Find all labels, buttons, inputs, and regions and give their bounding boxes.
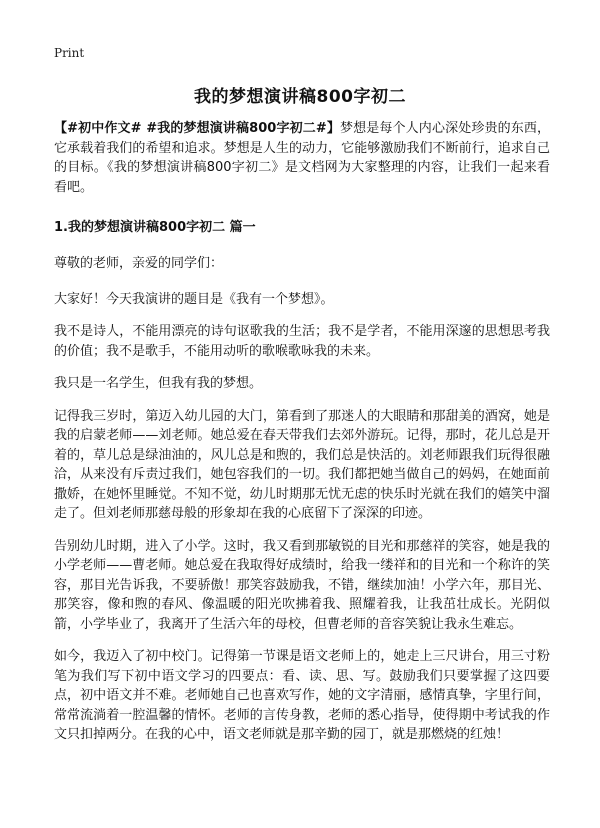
intro-text: 梦想是每个人内心深处珍贵的东西，它承载着我们的希望和追求。梦想是人生的动力，它能够激励我们不断前行，追求自己的目标。《我的梦想演讲稿800字初二》是文档网为大家整理的内容，让我们一起来看看吧。 <box>54 121 550 195</box>
intro-tag: 【#初中作文# #我的梦想演讲稿800字初二#】 <box>54 121 341 136</box>
body-paragraph-kindergarten: 记得我三岁时，第迈入幼儿园的大门，第看到了那迷人的大眼睛和那甜美的酒窝，她是我的启蒙老师——刘老师。她总爱在春天带我们去郊外游玩。记得，那时，花儿总是开着的，草儿总是绿油油的，风儿总是和煦的，我们总是快活的。刘老师跟我们玩得很融洽，从来没有斥责过我们，她包容我们的一切。我们都把她当做自己的妈妈，在她面前撒娇，在她怀里睡觉。不知不觉，幼儿时期那无忧无虑的快乐时光就在我们的嬉笑中溜走了。但刘老师那慈母般的形象却在我的心底留下了深深的印迹。 <box>54 408 550 521</box>
print-label[interactable]: Print <box>54 46 85 60</box>
intro-paragraph <box>54 119 550 197</box>
section-heading: 1.我的梦想演讲稿800字初二 篇一 <box>54 220 256 235</box>
document-body <box>54 119 550 758</box>
page-title: 我的梦想演讲稿800字初二 <box>194 87 406 107</box>
body-paragraph-student: 我只是一名学生，但我有我的梦想。 <box>54 376 263 391</box>
body-paragraph-primary-school: 告别幼儿时期，进入了小学。这时，我又看到那敏锐的目光和那慈祥的笑容，她是我的小学老师——曹老师。她总爱在我取得好成绩时，给我一缕祥和的目光和一个称许的笑容，那目光告诉我，不要骄傲！那笑容鼓励我，不错，继续加油！小学六年，那目光、那笑容，像和煦的春风、像温暖的阳光吹拂着我、照耀着我，让我茁壮成长。光阴似箭，小学毕业了，我离开了生活六年的母校，但曹老师的音容笑貌让我永生难忘。 <box>54 538 550 632</box>
body-paragraph-opening: 大家好！今天我演讲的题目是《我有一个梦想》。 <box>54 291 334 307</box>
body-paragraph-middle-school: 如今，我迈入了初中校门。记得第一节课是语文老师上的，她走上三尺讲台，用三寸粉笔为我们写下初中语文学习的四要点：看、读、思、写。鼓励我们只要掌握了这四要点，初中语文并不难。老师她自己也喜欢写作，她的文字清丽，感情真挚，字里行间，常常流淌着一腔温馨的情怀。老师的言传身教，老师的悉心指导，使得期中考试我的作文只扣掉两分。在我的心中，语文老师就是那辛勤的园丁，就是那燃烧的红烛！ <box>54 649 550 742</box>
body-paragraph-greeting: 尊敬的老师，亲爱的同学们： <box>54 256 224 271</box>
body-paragraph-not-poet: 我不是诗人，不能用漂亮的诗句讴歌我的生活；我不是学者，不能用深邃的思想思考我的价值；我不是歌手，不能用动听的歌喉歌咏我的未来。 <box>54 324 550 359</box>
